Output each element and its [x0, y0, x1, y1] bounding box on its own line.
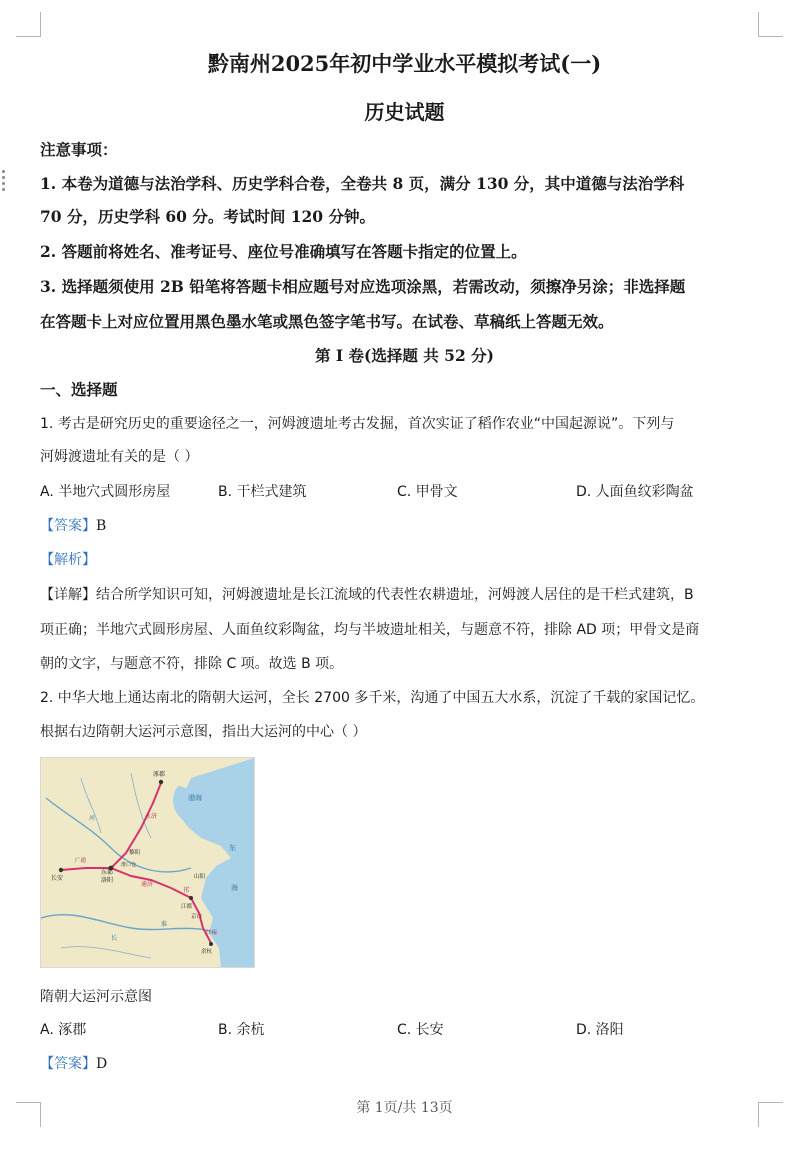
q1-stem-line-b: 河姆渡遗址有关的是（ ） — [40, 449, 199, 465]
q2-stem-line-a: 2. 中华大地上通达南北的隋朝大运河，全长 2700 多千米，沟通了中国五大水系，沉淀了千载的家国记忆。 — [40, 690, 705, 706]
map-label-bohai: 渤海 — [188, 794, 202, 802]
q1-option-b: B. 干栏式建筑 — [218, 484, 307, 500]
map-label-huai: 淮 — [161, 921, 168, 928]
q1-detail-line-c: 朝的文字，与题意不符，排除 C 项。故选 B 项。 — [40, 656, 344, 672]
q1-detail-label: 【详解】 — [40, 587, 96, 603]
map-label-han: 邗 — [183, 887, 190, 894]
q1-option-a: A. 半地穴式圆形房屋 — [40, 484, 171, 500]
q2-option-c: C. 长安 — [397, 1022, 444, 1038]
map-label-jiang: 长 — [111, 935, 118, 942]
map-label-donghai-2: 海 — [231, 884, 238, 892]
page-subtitle: 历史试题 — [364, 100, 445, 124]
map-label-zhuojun: 涿郡 — [153, 771, 166, 778]
map-city-zhuojun — [159, 780, 163, 784]
map-label-liyang: 黎阳 — [129, 850, 141, 856]
page-title: 黔南州2025年初中学业水平模拟考试(一) — [207, 51, 602, 76]
map-label-guangtong: 广通 — [75, 858, 87, 864]
map-label-changan: 长安 — [51, 875, 64, 882]
notice-line-1a: 1. 本卷为道德与法治学科、历史学科合卷，全卷共 8 页，满分 130 分，其中道德与法治学科 — [40, 174, 685, 193]
q2-option-d: D. 洛阳 — [576, 1022, 624, 1038]
q1-detail-line-a — [40, 584, 694, 604]
q2-answer — [40, 1053, 107, 1073]
map-label-he: 河 — [89, 815, 96, 822]
map-label-luoyang: 洛阳 — [101, 877, 114, 884]
q1-answer — [40, 515, 106, 535]
map-label-jiangdu: 江都 — [181, 904, 193, 910]
q1-analysis-label: 【解析】 — [40, 552, 96, 568]
notice-line-3b: 在答题卡上对应位置用黑色墨水笔或黑色签字笔书写。在试卷、草稿纸上答题无效。 — [40, 312, 614, 331]
map-caption: 隋朝大运河示意图 — [40, 989, 152, 1005]
q2-answer-label: 【答案】 — [40, 1056, 96, 1072]
q2-option-b: B. 余杭 — [218, 1022, 265, 1038]
map-label-shanyang: 山阳 — [194, 874, 206, 880]
notice-line-3a: 3. 选择题须使用 2B 铅笔将答题卡相应题号对应选项涂黑，若需改动，须擦净另涂；非选择题 — [40, 277, 686, 296]
map-label-donghai-1: 东 — [229, 844, 236, 852]
q1-detail-text-a: 结合所学知识可知，河姆渡遗址是长江流域的代表性农耕遗址，河姆渡人居住的是干栏式建筑，B — [96, 587, 694, 603]
map-label-jingkou: 京口 — [191, 914, 203, 920]
notice-line-1b: 70 分，历史学科 60 分。考试时间 120 分钟。 — [40, 207, 375, 226]
map-label-yongji: 永济 — [145, 813, 158, 820]
crop-mark-top-right — [758, 12, 783, 37]
q1-option-c: C. 甲骨文 — [397, 484, 458, 500]
crop-mark-top-left — [16, 12, 41, 37]
q1-stem-line-a: 1. 考古是研究历史的重要途径之一，河姆渡遗址考古发掘，首次实证了稻作农业“中国起源说”。下列与 — [40, 416, 675, 432]
map-label-yuhang: 余杭 — [201, 949, 213, 955]
map-label-dongdu: 东都 — [101, 869, 114, 876]
map-city-yuhang — [209, 942, 213, 946]
q1-answer-value: B — [96, 518, 107, 534]
q2-stem-line-b: 根据右边隋朝大运河示意图，指出大运河的中心（ ） — [40, 724, 367, 740]
section-title: 一、选择题 — [40, 380, 118, 399]
q1-option-d: D. 人面鱼纹彩陶盆 — [576, 484, 694, 500]
map-label-tongji: 通济 — [141, 881, 154, 888]
q1-answer-label: 【答案】 — [40, 518, 96, 534]
map-city-changan — [59, 868, 63, 872]
map-city-jiangdu — [189, 896, 193, 900]
notice-line-2: 2. 答题前将姓名、准考证号、座位号准确填写在答题卡指定的位置上。 — [40, 242, 527, 261]
side-handle-icon[interactable] — [2, 170, 6, 194]
grand-canal-map — [40, 757, 255, 968]
q1-detail-line-b: 项正确；半地穴式圆形房屋、人面鱼纹彩陶盆，均与半坡遗址相关，与题意不符，排除 AD 项；甲骨文是商 — [40, 622, 700, 638]
part-title: 第 I 卷(选择题 共 52 分) — [315, 346, 494, 365]
page-footer: 第 1页/共 13页 — [356, 1100, 453, 1116]
q2-option-a: A. 涿郡 — [40, 1022, 87, 1038]
map-label-huangkou: 淮口仓 — [121, 862, 137, 868]
notice-heading: 注意事项： — [40, 140, 118, 159]
q2-answer-value: D — [96, 1056, 108, 1072]
map-label-jiangnan: 江南 — [206, 930, 218, 936]
